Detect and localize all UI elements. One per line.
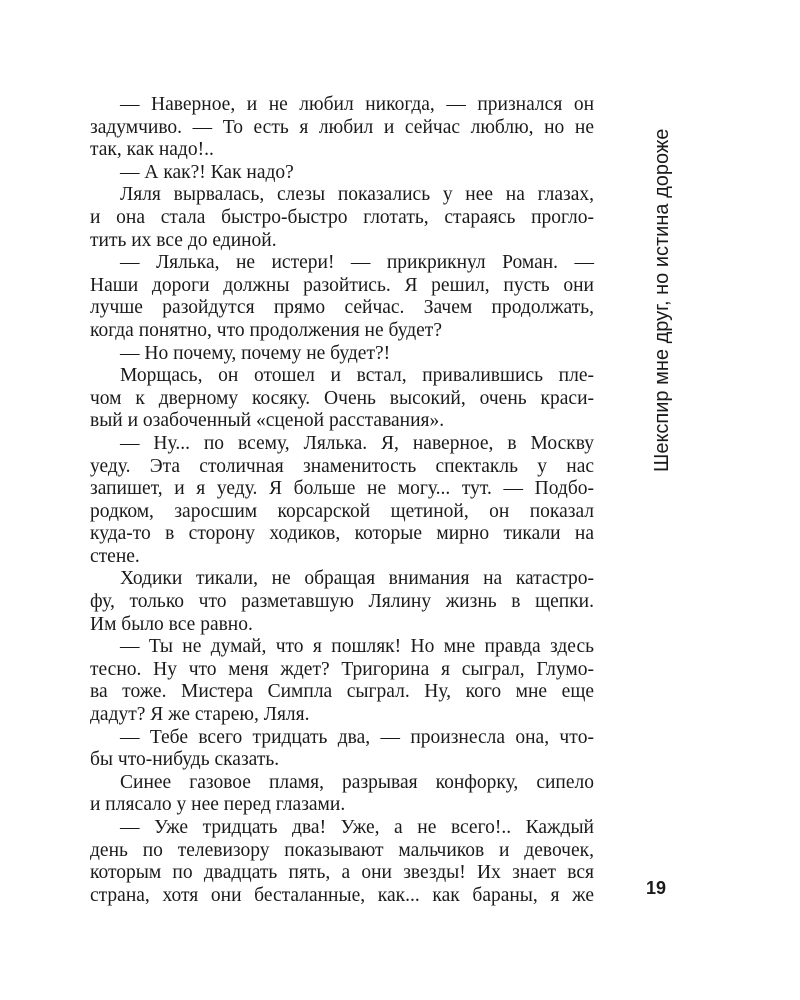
text-line: чом к дверному косяку. Очень высокий, очень краси- (90, 387, 594, 409)
text-line: вый и озабоченный «сценой расставания». (90, 410, 445, 432)
paragraph (90, 727, 594, 772)
text-line: ва тоже. Мистера Симпла сыграл. Ну, кого мне еще (90, 681, 594, 703)
running-title (642, 94, 682, 472)
paragraph (90, 365, 594, 433)
paragraph (90, 568, 594, 636)
text-line: которым по двадцать пять, а они звезды! Их знает вся (90, 862, 594, 884)
text-line: дадут? Я же старею, Ляля. (90, 704, 310, 726)
text-line: — Уже тридцать два! Уже, а не всего!.. Каждый (120, 817, 594, 838)
text-line: Морщась, он отошел и встал, привалившись пле- (120, 365, 594, 387)
paragraph (90, 94, 594, 162)
paragraph (90, 636, 594, 726)
text-line: — Наверное, и не любил никогда, — признался он (120, 94, 594, 115)
text-line: — Ну... по всему, Лялька. Я, наверное, в Москву (120, 432, 594, 454)
text-line: тить их все до единой. (90, 229, 277, 251)
text-line: тесно. Ну что меня ждет? Тригорина я сыграл, Глумо- (90, 658, 594, 680)
text-line: задумчиво. — То есть я любил и сейчас люблю, но не (90, 116, 594, 138)
text-line: страна, хотя они бесталанные, как... как бараны, я же (90, 884, 594, 906)
text-line: куда-то в сторону ходиков, которые мирно тикали на (90, 523, 594, 545)
page-number: 19 (646, 878, 667, 898)
text-line: Им было все равно. (90, 613, 253, 635)
text-line: лучше разойдутся прямо сейчас. Зачем продолжать, (90, 297, 594, 319)
body-text (90, 94, 594, 907)
text-line: Синее газовое пламя, разрывая конфорку, сипело (120, 771, 594, 793)
text-line: фу, только что разметавшую Лялину жизнь в щепки. (90, 591, 594, 613)
paragraph (90, 162, 594, 185)
text-line: так, как надо!.. (90, 139, 214, 161)
text-line: — Лялька, не истери! — прикрикнул Роман. — (120, 252, 594, 274)
text-line: бы что-нибудь сказать. (90, 749, 280, 771)
text-line: стене. (90, 545, 140, 567)
text-line: — Но почему, почему не будет?! (120, 342, 391, 364)
text-line: и она стала быстро-быстро глотать, стараясь прогло- (90, 206, 594, 228)
paragraph (90, 184, 594, 252)
text-line: родком, заросшим корсарской щетиной, он показал (90, 500, 594, 522)
paragraph (90, 817, 594, 907)
text-line: запишет, и я уеду. Я больше не могу... тут. — Подбо- (90, 478, 594, 500)
text-line: Ходики тикали, не обращая внимания на катастро- (120, 568, 594, 590)
text-line: и плясало у нее перед глазами. (90, 794, 346, 816)
paragraph (90, 772, 594, 817)
text-line: — Тебе всего тридцать два, — произнесла она, чтo- (120, 726, 594, 748)
text-line: Наши дороги должны разойтись. Я решил, пусть они (90, 274, 594, 296)
text-line: — А как?! Как надо? (120, 161, 294, 183)
running-title-text: Шекспир мне друг, но истина дороже (651, 128, 673, 472)
text-line: — Ты не думай, что я пошляк! Но мне правда здесь (120, 636, 594, 658)
text-line: день по телевизору показывают мальчиков и девочек, (90, 839, 594, 861)
paragraph (90, 433, 594, 569)
text-line: Ляля вырвалась, слезы показались у нее на глазах, (120, 184, 594, 206)
paragraph (90, 343, 594, 366)
text-line: уеду. Эта столичная знаменитость спектакль у нас (90, 455, 594, 477)
text-line: когда понятно, что продолжения не будет? (90, 319, 442, 341)
paragraph (90, 252, 594, 342)
